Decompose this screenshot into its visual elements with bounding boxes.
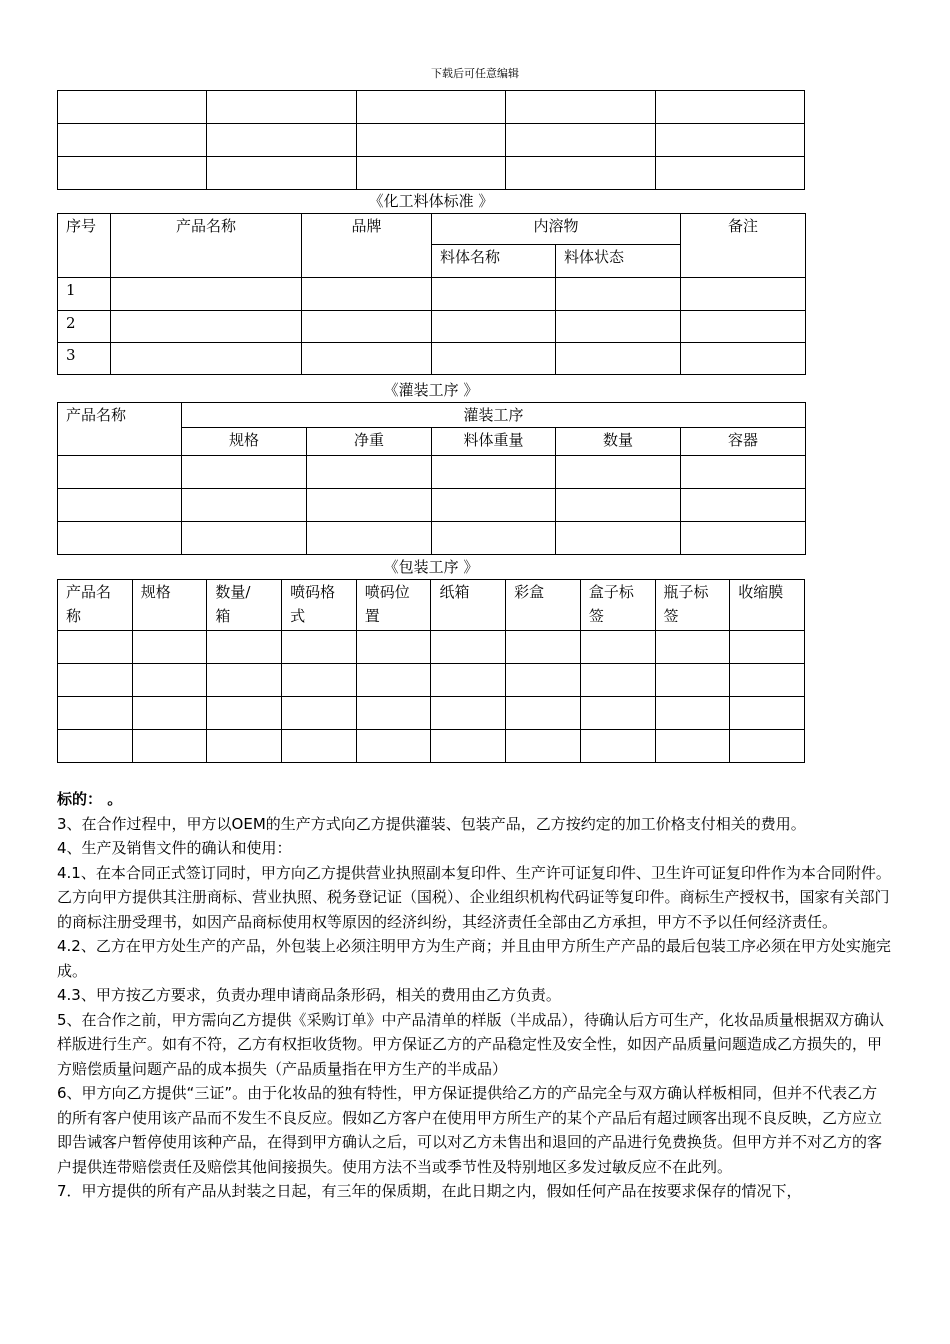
cell — [580, 730, 655, 763]
filling-process-table — [57, 402, 806, 555]
cell — [58, 91, 207, 124]
header-note: 下载后可任意编辑 — [431, 67, 519, 80]
cell — [302, 278, 432, 311]
header-material-weight: 料体重量 — [432, 428, 556, 456]
clause-4-2: 4.2、乙方在甲方处生产的产品，外包装上必须注明甲方为生产商；并且由甲方所生产产品的最后包装工序必须在甲方处实施完成。 — [57, 937, 891, 980]
header-product-name: 产品名 称 — [58, 580, 133, 631]
cell — [432, 456, 556, 489]
cell — [356, 91, 505, 124]
cell — [655, 91, 804, 124]
cell — [556, 456, 681, 489]
cell — [506, 697, 581, 730]
header-no: 序号 — [58, 214, 111, 278]
cell — [431, 664, 506, 697]
cell — [655, 730, 730, 763]
header-qty-per-box: 数量/ 箱 — [207, 580, 282, 631]
empty-table — [57, 90, 805, 190]
cell — [556, 311, 681, 343]
cell — [580, 664, 655, 697]
cell — [432, 489, 556, 522]
cell — [431, 631, 506, 664]
cell — [580, 631, 655, 664]
cell — [58, 157, 207, 190]
cell — [207, 730, 282, 763]
header-product-name: 产品名称 — [111, 214, 302, 278]
cell — [58, 124, 207, 157]
cell — [356, 697, 431, 730]
cell — [282, 664, 357, 697]
row-number: 3 — [58, 343, 111, 375]
clause-4-1: 4.1、在本合同正式签订同时，甲方向乙方提供营业执照副本复印件、生产许可证复印件、卫生许可证复印件作为本合同附件。乙方向甲方提供其注册商标、营业执照、税务登记证（国税）、企业组织机构代码证等复印件。商标生产授权书，国家有关部门的商标注册受理书，如因产品商标使用权等原因的经济纠纷，其经济责任全部由乙方承担，甲方不予以任何经济责任。 — [57, 863, 891, 931]
cell — [556, 522, 681, 555]
header-spec: 规格 — [182, 428, 307, 456]
cell — [132, 631, 207, 664]
cell — [556, 278, 681, 311]
header-code-position: 喷码位 置 — [356, 580, 431, 631]
clause-6: 6、甲方向乙方提供“三证”。由于化妆品的独有特性，甲方保证提供给乙方的产品完全与双方确认样板相同，但并不代表乙方的所有客户使用该产品而不发生不良反应。假如乙方客户在使用甲方所生产的某个产品后有超过顾客出现不良反映，乙方应立即告诫客户暂停使用该种产品，在得到甲方确认之后，可以对乙方未售出和退回的产品进行免费换货。但甲方并不对乙方的客户提供连带赔偿责任及赔偿其他间接损失。使用方法不当或季节性及特别地区多发过敏反应不在此列。 — [57, 1084, 883, 1176]
header-net-weight: 净重 — [307, 428, 432, 456]
header-container: 容器 — [681, 428, 806, 456]
cell — [356, 157, 505, 190]
packing-table-title: 《包装工序 》 — [383, 558, 479, 576]
cell — [207, 697, 282, 730]
cell — [506, 91, 655, 124]
chemical-table-title: 《化工料体标准 》 — [368, 192, 494, 210]
cell — [681, 343, 806, 375]
cell — [207, 631, 282, 664]
cell — [302, 343, 432, 375]
row-number: 2 — [58, 311, 111, 343]
cell — [58, 489, 182, 522]
header-material-name: 料体名称 — [432, 245, 556, 278]
cell — [655, 697, 730, 730]
contract-body — [57, 787, 892, 1204]
cell — [111, 311, 302, 343]
cell — [356, 664, 431, 697]
cell — [730, 697, 805, 730]
header-box-label: 盒子标 签 — [580, 580, 655, 631]
header-content: 内溶物 — [432, 214, 681, 245]
cell — [307, 489, 432, 522]
header-bottle-label: 瓶子标 签 — [655, 580, 730, 631]
header-carton: 纸箱 — [431, 580, 506, 631]
cell — [556, 343, 681, 375]
cell — [132, 664, 207, 697]
cell — [506, 631, 581, 664]
cell — [432, 311, 556, 343]
cell — [730, 631, 805, 664]
cell — [432, 522, 556, 555]
cell — [431, 697, 506, 730]
header-product-name: 产品名称 — [58, 403, 182, 456]
cell — [730, 730, 805, 763]
cell — [506, 730, 581, 763]
cell — [681, 311, 806, 343]
cell — [655, 664, 730, 697]
cell — [506, 157, 655, 190]
cell — [655, 124, 804, 157]
cell — [207, 124, 356, 157]
cell — [207, 157, 356, 190]
cell — [302, 311, 432, 343]
cell — [356, 124, 505, 157]
clause-4-3: 4.3、甲方按乙方要求，负责办理申请商品条形码，相关的费用由乙方负责。 — [57, 986, 561, 1004]
cell — [282, 697, 357, 730]
cell — [432, 278, 556, 311]
filling-table-title: 《灌装工序 》 — [383, 381, 479, 399]
cell — [207, 664, 282, 697]
cell — [207, 91, 356, 124]
cell — [58, 730, 133, 763]
cell — [132, 730, 207, 763]
cell — [111, 278, 302, 311]
cell — [282, 631, 357, 664]
header-color-box: 彩盒 — [506, 580, 581, 631]
cell — [58, 697, 133, 730]
header-material-state: 料体状态 — [556, 245, 681, 278]
cell — [681, 456, 806, 489]
cell — [58, 631, 133, 664]
cell — [182, 456, 307, 489]
cell — [506, 124, 655, 157]
chemical-standard-table — [57, 213, 806, 375]
clause-5: 5、在合作之前，甲方需向乙方提供《采购订单》中产品清单的样版（半成品），待确认后方可生产，化妆品质量根据双方确认样版进行生产。如有不符，乙方有权拒收货物。甲方保证乙方的产品稳定性及安全性，如因产品质量问题造成乙方损失的，甲方赔偿质量问题产品的成本损失（产品质量指在甲方生产的半成品） — [57, 1010, 885, 1078]
cell — [111, 343, 302, 375]
header-spec: 规格 — [132, 580, 207, 631]
cell — [282, 730, 357, 763]
cell — [730, 664, 805, 697]
header-remark: 备注 — [681, 214, 806, 278]
cell — [356, 631, 431, 664]
cell — [356, 730, 431, 763]
cell — [506, 664, 581, 697]
cell — [681, 278, 806, 311]
clause-4: 4、生产及销售文件的确认和使用： — [57, 839, 292, 857]
packing-process-table — [57, 579, 805, 763]
header-brand: 品牌 — [302, 214, 432, 278]
cell — [655, 157, 804, 190]
cell — [580, 697, 655, 730]
cell — [182, 522, 307, 555]
cell — [182, 489, 307, 522]
cell — [58, 456, 182, 489]
cell — [132, 697, 207, 730]
cell — [556, 489, 681, 522]
row-number: 1 — [58, 278, 111, 311]
cell — [431, 730, 506, 763]
header-code-format: 喷码格 式 — [282, 580, 357, 631]
clause-7: 7．甲方提供的所有产品从封装之日起，有三年的保质期，在此日期之内，假如任何产品在按要求保存的情况下， — [57, 1182, 802, 1200]
cell — [307, 456, 432, 489]
cell — [58, 664, 133, 697]
header-shrink-film: 收缩膜 — [730, 580, 805, 631]
subject-line: 标的： 。 — [57, 790, 123, 808]
clause-3: 3、在合作过程中，甲方以OEM的生产方式向乙方提供灌装、包装产品，乙方按约定的加工价格支付相关的费用。 — [57, 814, 806, 833]
header-filling-process: 灌装工序 — [182, 403, 806, 428]
cell — [681, 522, 806, 555]
cell — [58, 522, 182, 555]
cell — [655, 631, 730, 664]
cell — [681, 489, 806, 522]
header-quantity: 数量 — [556, 428, 681, 456]
cell — [307, 522, 432, 555]
cell — [432, 343, 556, 375]
